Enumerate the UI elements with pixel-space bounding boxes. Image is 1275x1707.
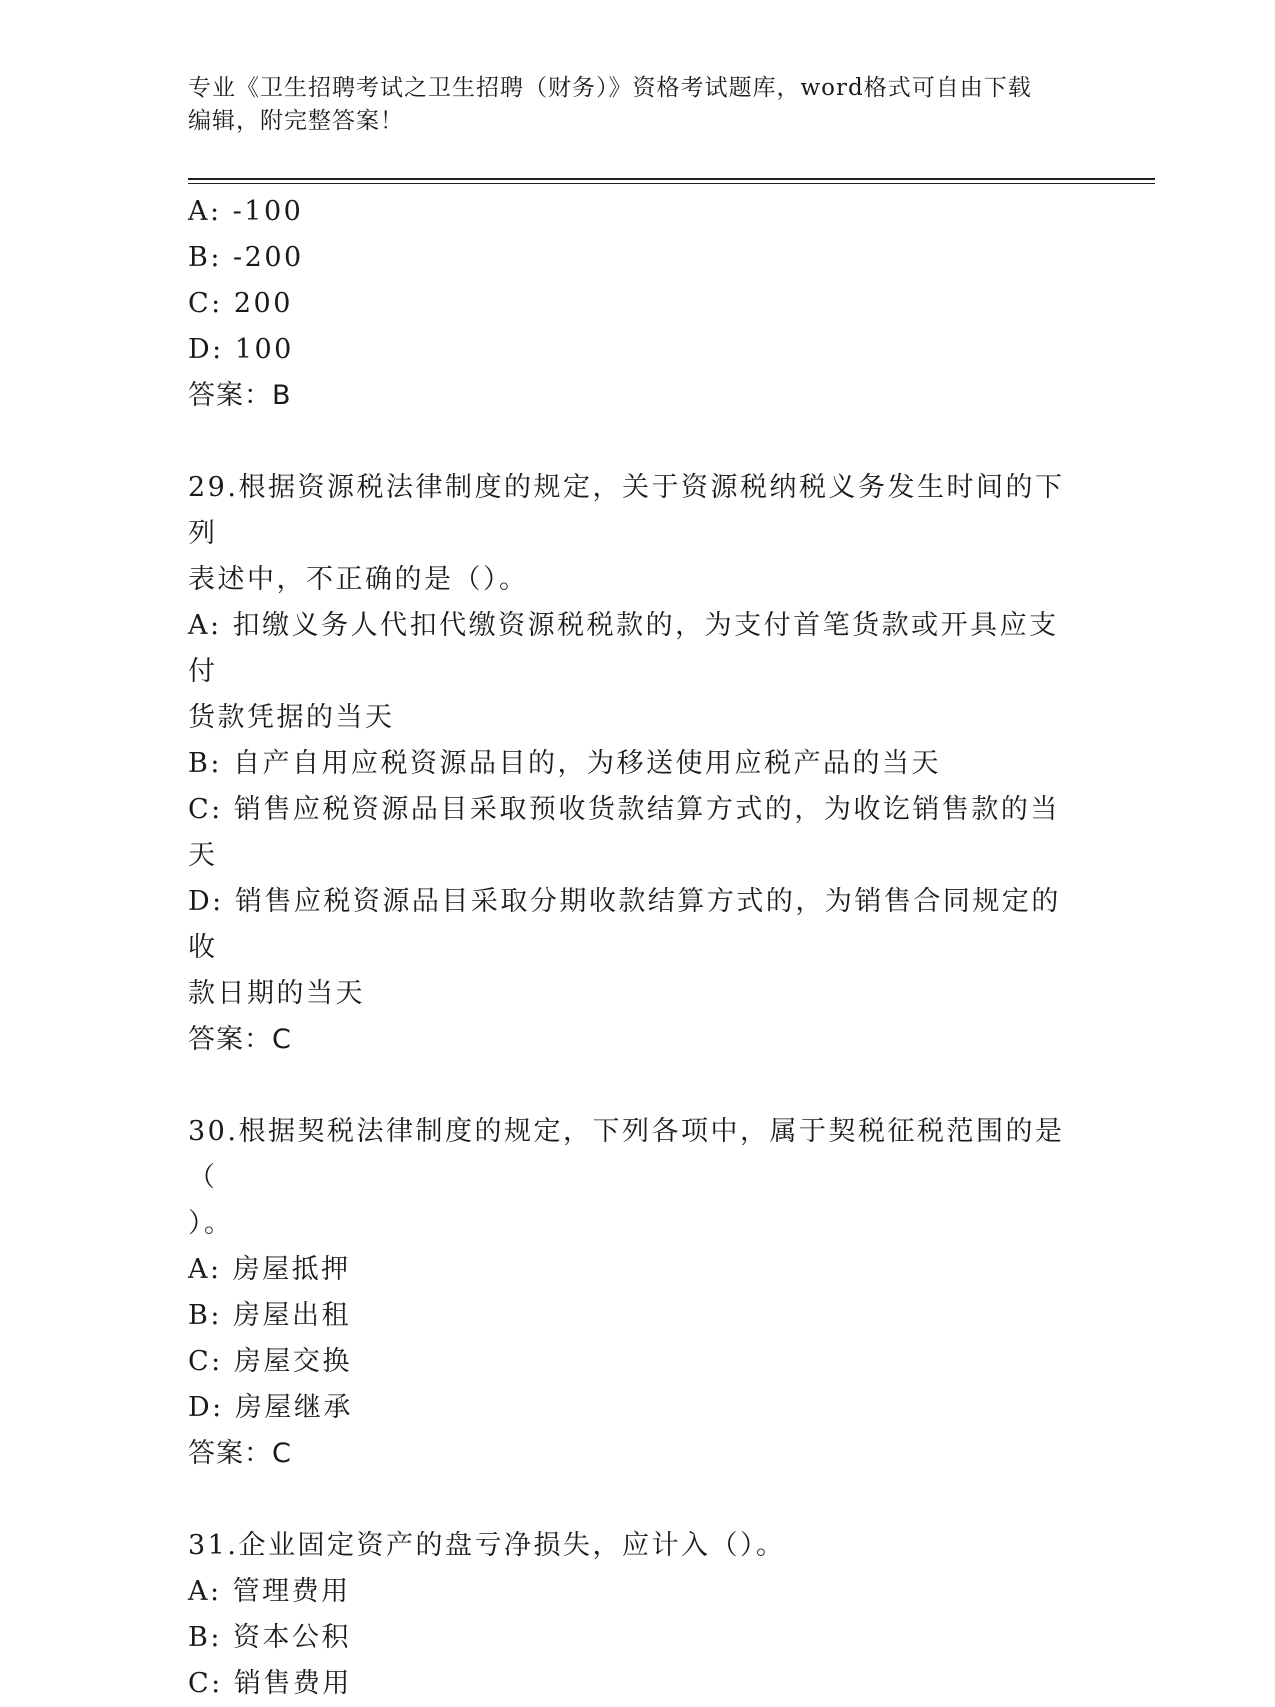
spacer bbox=[188, 419, 1088, 465]
header-divider-thin bbox=[188, 183, 1155, 184]
option-b: B: 自产自用应税资源品目的，为移送使用应税产品的当天 bbox=[188, 748, 942, 779]
option-b: B: 房屋出租 bbox=[188, 1300, 352, 1331]
answer-line: 答案：C bbox=[188, 1438, 292, 1469]
header-line-1: 专业《卫生招聘考试之卫生招聘（财务）》资格考试题库，word格式可自由下载 bbox=[188, 75, 1032, 101]
question-30 bbox=[188, 1109, 1088, 1477]
answer-line: 答案：B bbox=[188, 380, 292, 411]
spacer bbox=[188, 1477, 1088, 1523]
option-b: B: 资本公积 bbox=[188, 1622, 352, 1653]
option-d: D: 房屋继承 bbox=[188, 1392, 353, 1423]
option-c: C: 200 bbox=[188, 288, 293, 319]
option-a-line-2: 货款凭据的当天 bbox=[188, 702, 395, 733]
option-a: A: 管理费用 bbox=[188, 1576, 351, 1607]
question-stem-line-2: 表述中，不正确的是（）。 bbox=[188, 564, 529, 595]
option-d-line-2: 款日期的当天 bbox=[188, 978, 365, 1009]
question-28-continued bbox=[188, 189, 1088, 419]
document-header bbox=[188, 72, 1068, 138]
option-d-line-1: D: 销售应税资源品目采取分期收款结算方式的，为销售合同规定的收 bbox=[188, 886, 1061, 963]
question-29 bbox=[188, 465, 1088, 1063]
header-line-2: 编辑，附完整答案！ bbox=[188, 108, 404, 134]
option-c: C: 销售应税资源品目采取预收货款结算方式的，为收讫销售款的当天 bbox=[188, 794, 1060, 871]
question-stem: 31.企业固定资产的盘亏净损失，应计入（）。 bbox=[188, 1530, 786, 1561]
option-a-line-1: A: 扣缴义务人代扣代缴资源税税款的，为支付首笔货款或开具应支付 bbox=[188, 610, 1059, 687]
option-d: D: 100 bbox=[188, 334, 294, 365]
option-c: C: 房屋交换 bbox=[188, 1346, 352, 1377]
spacer bbox=[188, 1063, 1088, 1109]
question-stem-line-1: 29.根据资源税法律制度的规定，关于资源税纳税义务发生时间的下列 bbox=[188, 472, 1065, 549]
option-c: C: 销售费用 bbox=[188, 1668, 352, 1699]
answer-line: 答案：C bbox=[188, 1024, 292, 1055]
header-divider-thick bbox=[188, 178, 1155, 180]
option-b: B: -200 bbox=[188, 242, 304, 273]
option-a: A: -100 bbox=[188, 196, 304, 227]
question-31 bbox=[188, 1523, 1088, 1707]
question-list bbox=[188, 189, 1088, 1707]
option-a: A: 房屋抵押 bbox=[188, 1254, 351, 1285]
question-stem-line-2: ）。 bbox=[188, 1208, 234, 1239]
question-stem-line-1: 30.根据契税法律制度的规定，下列各项中，属于契税征税范围的是（ bbox=[188, 1116, 1065, 1193]
